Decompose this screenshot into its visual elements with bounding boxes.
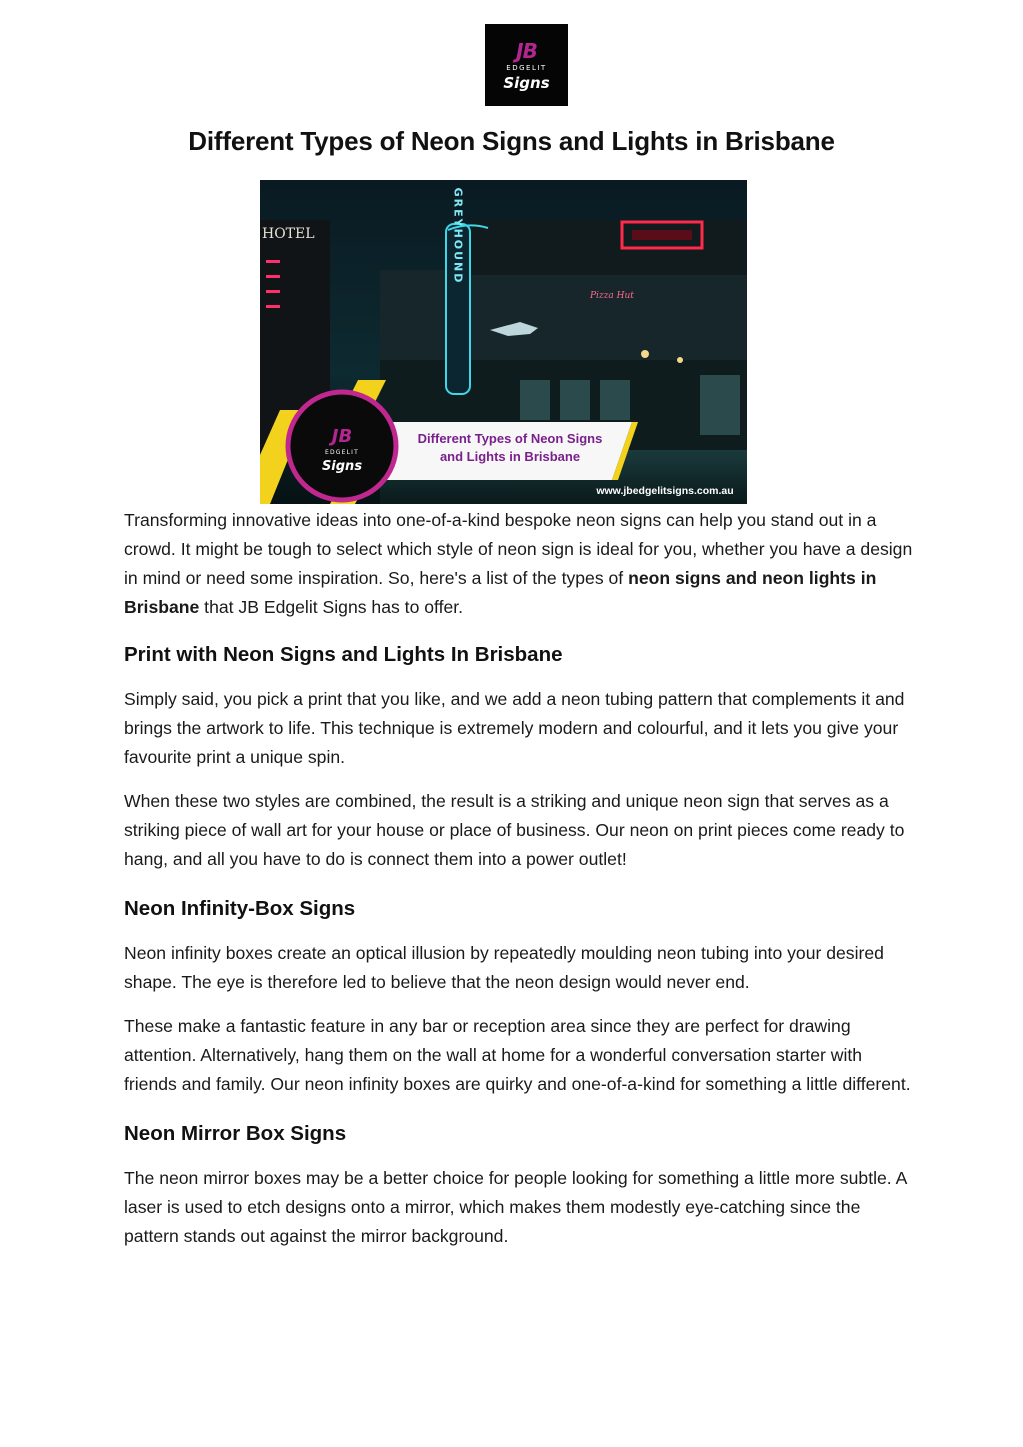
banner-line-2: and Lights in Brisbane <box>439 449 581 464</box>
hero-logo-edgelit: EDGELIT <box>324 449 360 456</box>
section-heading: Neon Infinity-Box Signs <box>124 897 356 920</box>
intro-text: Transforming innovative ideas into one-of-a-kind bespoke neon signs can help you stand out in a crowd. It might be tough to select which style of neon sign is ideal for you, whether you have a design in mind or need some inspiration. So, here's a list of the types of <box>124 510 913 588</box>
intro-paragraph <box>124 506 914 622</box>
section-paragraph: The neon mirror boxes may be a better choice for people looking for something a little more subtle. A laser is used to etch designs onto a mirror, which makes them modestly eye-catching since the pattern stands out against the mirror background. <box>124 1168 907 1246</box>
logo-line-1: JB <box>516 38 537 63</box>
logo-line-2: EDGELIT <box>506 63 547 72</box>
banner-line-1: Different Types of Neon Signs <box>417 431 603 446</box>
page-title: Different Types of Neon Signs and Lights in Brisbane <box>188 126 835 156</box>
greyhound-sign-text: GREYHOUND <box>451 187 465 285</box>
pizza-sign: Pizza Hut <box>590 291 634 301</box>
hotel-sign: HOTEL <box>262 226 315 242</box>
section-heading: Print with Neon Signs and Lights In Brisbane <box>124 643 563 666</box>
hero-website: www.jbedgelitsigns.com.au <box>596 485 734 497</box>
section-heading: Neon Mirror Box Signs <box>124 1122 347 1145</box>
hero-logo-signs: Signs <box>321 459 363 474</box>
intro-text-end: that JB Edgelit Signs has to offer. <box>199 597 464 617</box>
section-paragraph: When these two styles are combined, the result is a striking and unique neon sign that serves as a striking piece of wall art for your house or place of business. Our neon on print pieces come ready to hang, and all you have to do is connect them into a power outlet! <box>124 791 905 869</box>
brand-logo <box>485 24 568 106</box>
logo-line-3: Signs <box>503 73 550 92</box>
section-paragraph: Neon infinity boxes create an optical illusion by repeatedly moulding neon tubing into your desired shape. The eye is therefore led to believe that the neon design would never end. <box>124 943 884 992</box>
intro-bold-keyword: neon signs and neon lights in Brisbane <box>124 568 877 617</box>
hero-logo-jb: JB <box>331 426 353 447</box>
article-body <box>124 506 914 1266</box>
section-paragraph: These make a fantastic feature in any bar or reception area since they are perfect for drawing attention. Alternatively, hang them on the wall at home for a wonderful conversation starter with friends and family. Our neon infinity boxes are quirky and one-of-a-kind for something a little different. <box>124 1016 911 1094</box>
section-paragraph: Simply said, you pick a print that you like, and we add a neon tubing pattern that complements it and brings the artwork to life. This technique is extremely modern and colourful, and it lets you give your favourite print a unique spin. <box>124 689 905 767</box>
hero-image <box>260 180 747 504</box>
